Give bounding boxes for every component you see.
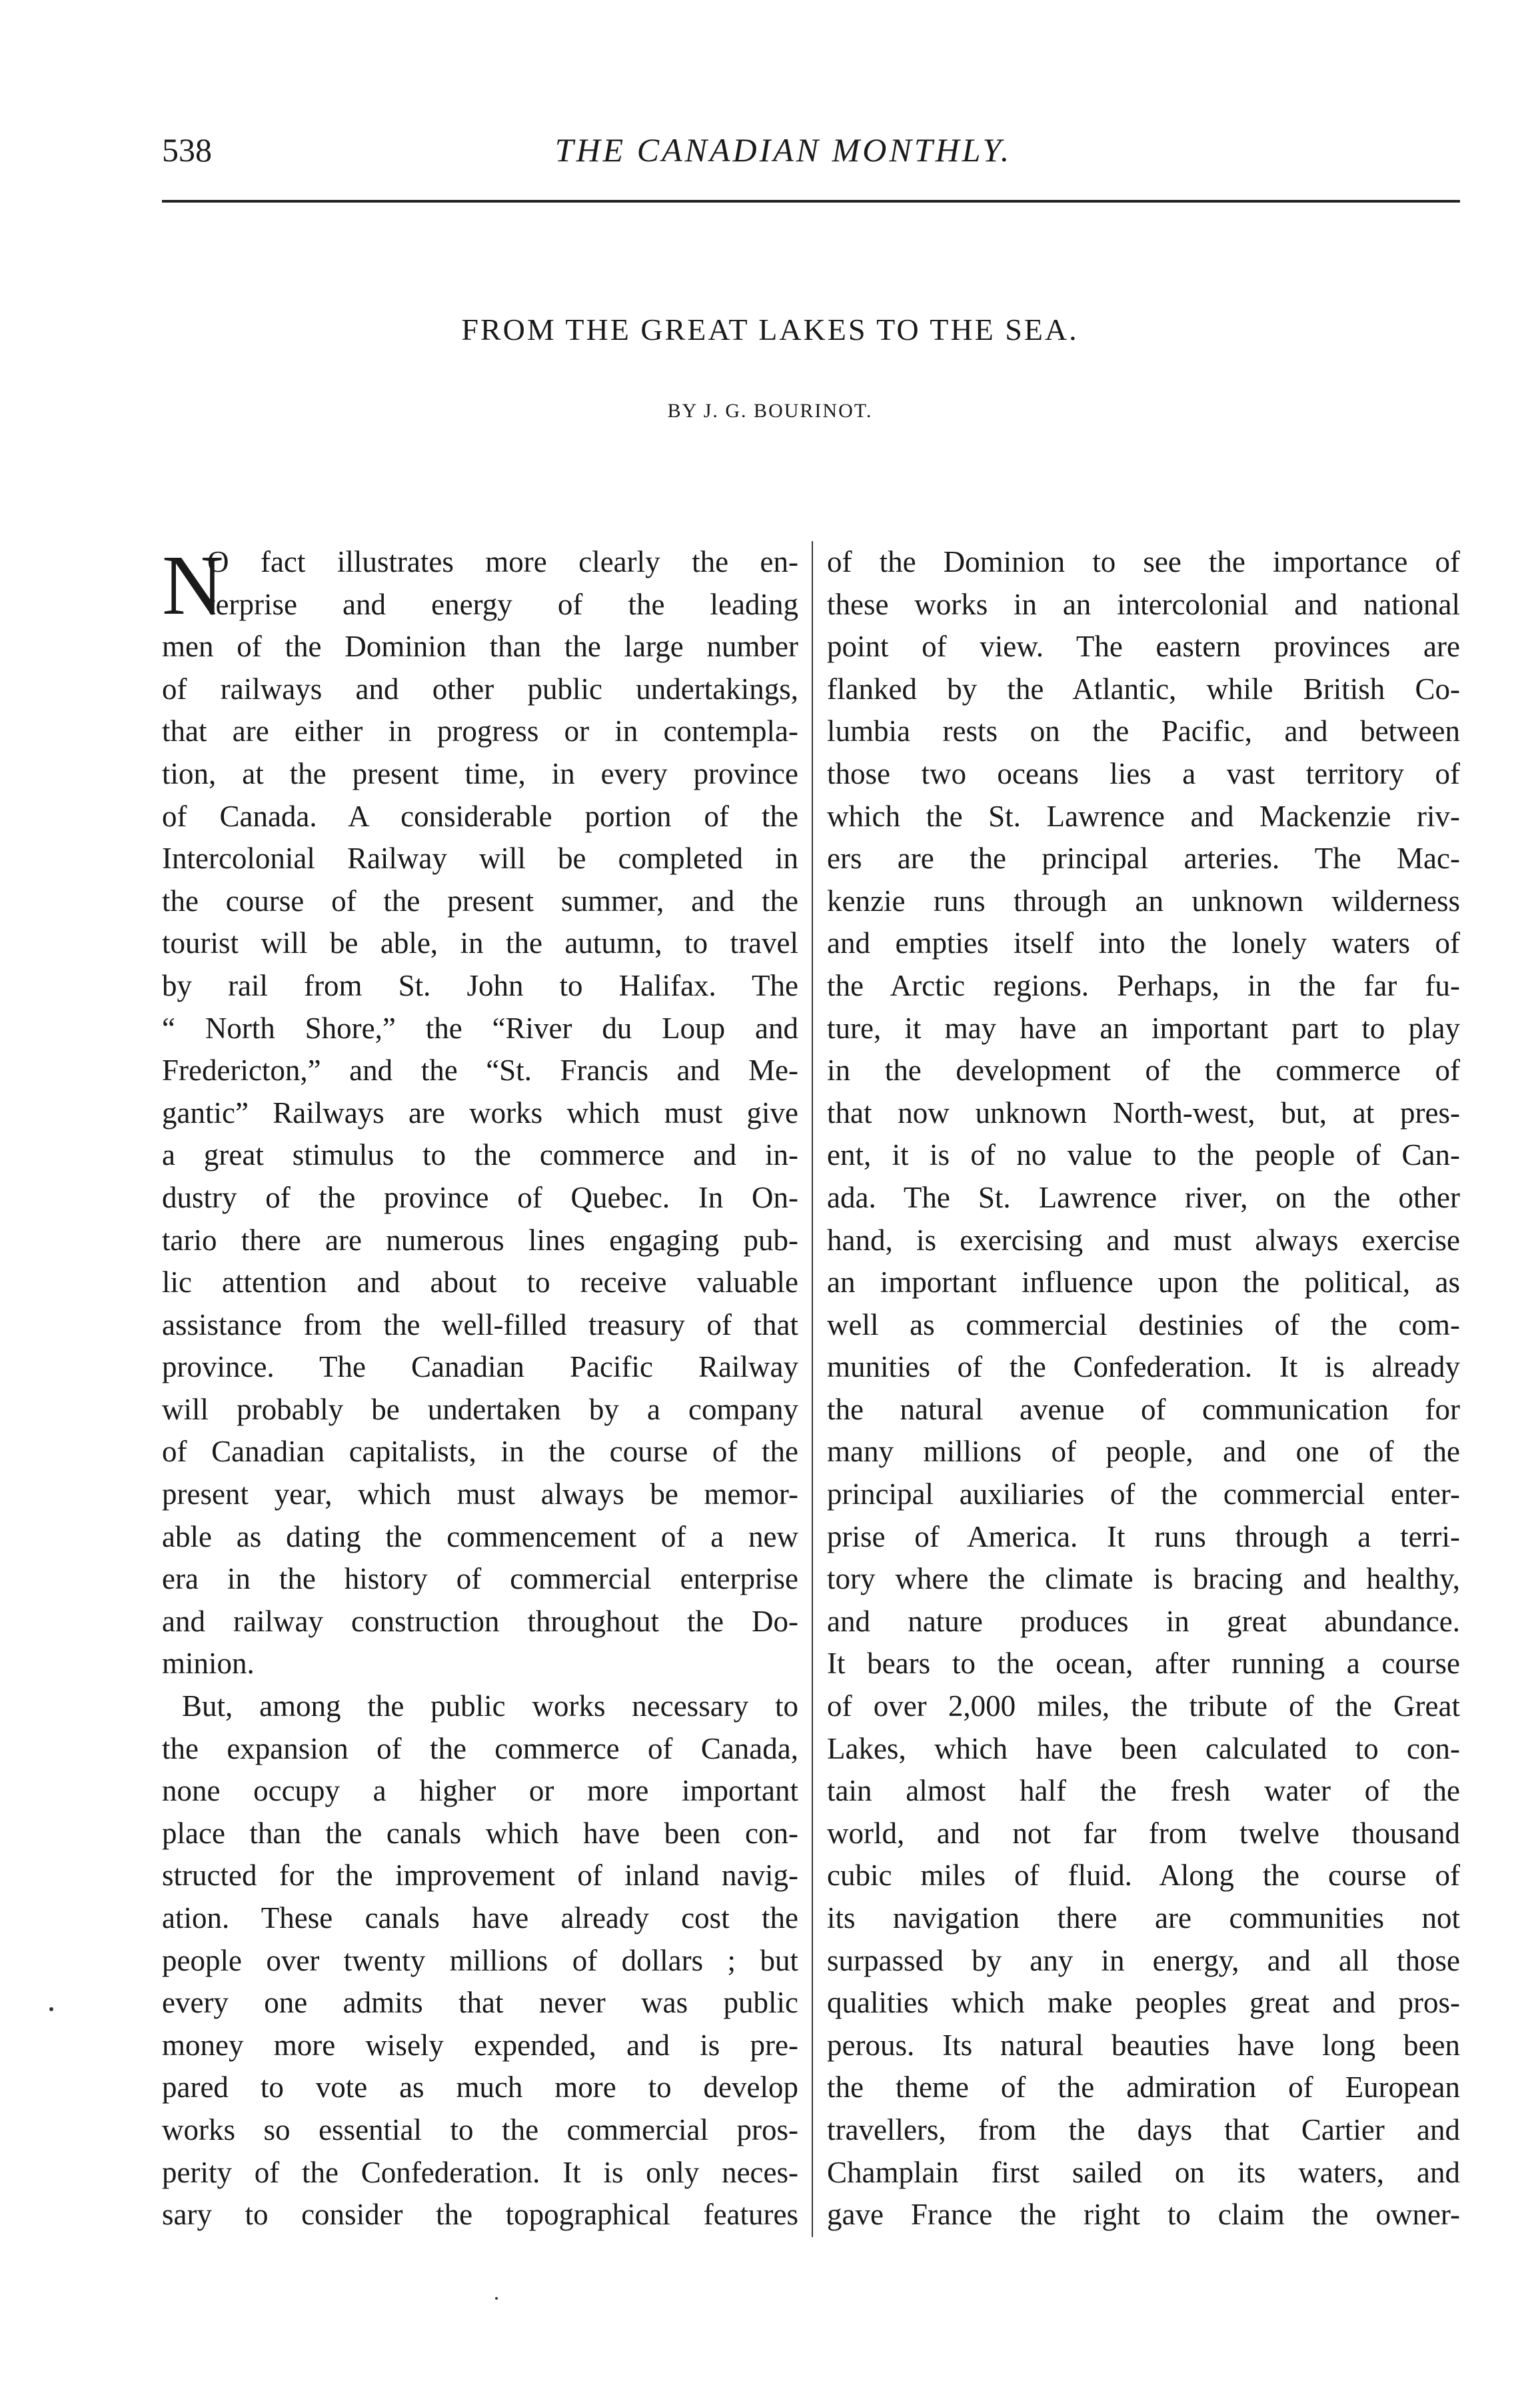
text-line: the course of the present summer, and the bbox=[162, 884, 798, 918]
text-line: Champlain first sailed on its waters, and bbox=[827, 2155, 1460, 2189]
text-line: hand, is exercising and must always exercise bbox=[827, 1223, 1460, 1257]
scan-speck bbox=[49, 2007, 53, 2011]
header-rule bbox=[162, 200, 1460, 203]
text-line: kenzie runs through an unknown wilderness bbox=[827, 884, 1460, 918]
article-byline: BY J. G. BOURINOT. bbox=[667, 400, 873, 422]
text-line: minion. bbox=[162, 1647, 255, 1681]
running-title: THE CANADIAN MONTHLY. bbox=[554, 131, 1012, 169]
scan-speck bbox=[495, 2297, 498, 2300]
text-line: tain almost half the fresh water of the bbox=[827, 1774, 1460, 1808]
text-line: But, among the public works necessary to bbox=[182, 1689, 798, 1723]
text-line: terprise and energy of the leading bbox=[207, 587, 798, 621]
text-line: and railway construction throughout the Do- bbox=[162, 1604, 798, 1638]
text-line: and empties itself into the lonely waters of bbox=[827, 926, 1460, 960]
text-line: the Arctic regions. Perhaps, in the far fu- bbox=[827, 968, 1460, 1002]
text-line: those two oceans lies a vast territory of bbox=[827, 756, 1460, 790]
text-line: ent, it is of no value to the people of Can- bbox=[827, 1138, 1460, 1172]
text-line: principal auxiliaries of the commercial enter- bbox=[827, 1477, 1460, 1511]
text-line: flanked by the Atlantic, while British Co- bbox=[827, 672, 1460, 706]
left-column bbox=[162, 538, 798, 2236]
text-line: point of view. The eastern provinces are bbox=[827, 630, 1460, 664]
text-line: Fredericton,” and the “St. Francis and Me- bbox=[162, 1054, 798, 1088]
text-line: era in the history of commercial enterprise bbox=[162, 1562, 798, 1596]
text-line: able as dating the commencement of a new bbox=[162, 1519, 798, 1553]
text-line: that now unknown North-west, but, at pres- bbox=[827, 1096, 1460, 1130]
text-line: works so essential to the commercial pros- bbox=[162, 2112, 798, 2146]
text-line: ation. These canals have already cost the bbox=[162, 1901, 798, 1935]
text-line: its navigation there are communities not bbox=[827, 1901, 1460, 1935]
text-line: Lakes, which have been calculated to con- bbox=[827, 1731, 1460, 1765]
text-line: qualities which make peoples great and pros- bbox=[827, 1986, 1460, 2020]
text-line: in the development of the commerce of bbox=[827, 1054, 1460, 1088]
text-line: many millions of people, and one of the bbox=[827, 1435, 1460, 1469]
text-line: tourist will be able, in the autumn, to travel bbox=[162, 926, 798, 960]
text-line: ture, it may have an important part to play bbox=[827, 1011, 1460, 1045]
text-line: money more wisely expended, and is pre- bbox=[162, 2028, 798, 2062]
text-line: assistance from the well-filled treasury of that bbox=[162, 1307, 798, 1341]
text-line: tory where the climate is bracing and healthy, bbox=[827, 1562, 1460, 1596]
text-line: of the Dominion to see the importance of bbox=[827, 545, 1460, 578]
text-line: of railways and other public undertakings, bbox=[162, 672, 798, 706]
drop-cap: N bbox=[162, 538, 224, 632]
text-line: province. The Canadian Pacific Railway bbox=[162, 1350, 798, 1384]
text-line: of Canadian capitalists, in the course of the bbox=[162, 1435, 798, 1469]
text-line: people over twenty millions of dollars ; but bbox=[162, 1943, 798, 1977]
text-line: none occupy a higher or more important bbox=[162, 1774, 798, 1808]
text-line: which the St. Lawrence and Mackenzie riv- bbox=[827, 799, 1460, 833]
text-line: gantic” Railways are works which must give bbox=[162, 1096, 798, 1130]
text-line: these works in an intercolonial and national bbox=[827, 587, 1460, 621]
text-line: pared to vote as much more to develop bbox=[162, 2070, 798, 2104]
text-line: an important influence upon the political, as bbox=[827, 1265, 1460, 1299]
text-line: well as commercial destinies of the com- bbox=[827, 1307, 1460, 1341]
text-line: munities of the Confederation. It is already bbox=[827, 1350, 1460, 1384]
text-line: world, and not far from twelve thousand bbox=[827, 1816, 1460, 1850]
text-line: every one admits that never was public bbox=[162, 1986, 798, 2020]
text-line: lic attention and about to receive valuable bbox=[162, 1265, 798, 1299]
column-divider bbox=[812, 541, 813, 2237]
text-line: ers are the principal arteries. The Mac- bbox=[827, 842, 1460, 876]
text-line: surpassed by any in energy, and all those bbox=[827, 1943, 1460, 1977]
text-line: that are either in progress or in contempla- bbox=[162, 714, 798, 748]
text-line: travellers, from the days that Cartier and bbox=[827, 2112, 1460, 2146]
text-line: of Canada. A considerable portion of the bbox=[162, 799, 798, 833]
text-line: It bears to the ocean, after running a course bbox=[827, 1647, 1460, 1681]
text-line: will probably be undertaken by a company bbox=[162, 1392, 798, 1426]
text-line: perous. Its natural beauties have long been bbox=[827, 2028, 1460, 2062]
text-line: lumbia rests on the Pacific, and between bbox=[827, 714, 1460, 748]
text-line: cubic miles of fluid. Along the course of bbox=[827, 1859, 1460, 1893]
text-line: gave France the right to claim the owner- bbox=[827, 2198, 1460, 2232]
text-line: place than the canals which have been con- bbox=[162, 1816, 798, 1850]
text-line: the natural avenue of communication for bbox=[827, 1392, 1460, 1426]
text-line: prise of America. It runs through a terri- bbox=[827, 1519, 1460, 1553]
text-line: Intercolonial Railway will be completed in bbox=[162, 842, 798, 876]
text-line: perity of the Confederation. It is only neces- bbox=[162, 2155, 798, 2189]
text-line: and nature produces in great abundance. bbox=[827, 1604, 1460, 1638]
text-line: dustry of the province of Quebec. In On- bbox=[162, 1180, 798, 1214]
right-column bbox=[827, 541, 1460, 2236]
page-number: 538 bbox=[162, 131, 212, 169]
text-line: O fact illustrates more clearly the en- bbox=[207, 545, 798, 578]
text-line: a great stimulus to the commerce and in- bbox=[162, 1138, 798, 1172]
text-line: sary to consider the topographical features bbox=[162, 2198, 798, 2232]
text-line: men of the Dominion than the large number bbox=[162, 630, 798, 664]
text-line: “ North Shore,” the “River du Loup and bbox=[162, 1011, 798, 1045]
article-title: FROM THE GREAT LAKES TO THE SEA. bbox=[461, 313, 1079, 347]
text-line: by rail from St. John to Halifax. The bbox=[162, 968, 798, 1002]
text-line: structed for the improvement of inland navig- bbox=[162, 1859, 798, 1893]
text-line: the expansion of the commerce of Canada, bbox=[162, 1731, 798, 1765]
text-line: tario there are numerous lines engaging pub- bbox=[162, 1223, 798, 1257]
text-line: the theme of the admiration of European bbox=[827, 2070, 1460, 2104]
text-line: of over 2,000 miles, the tribute of the Great bbox=[827, 1689, 1460, 1723]
text-line: present year, which must always be memor- bbox=[162, 1477, 798, 1511]
text-line: tion, at the present time, in every province bbox=[162, 756, 798, 790]
text-line: ada. The St. Lawrence river, on the other bbox=[827, 1180, 1460, 1214]
